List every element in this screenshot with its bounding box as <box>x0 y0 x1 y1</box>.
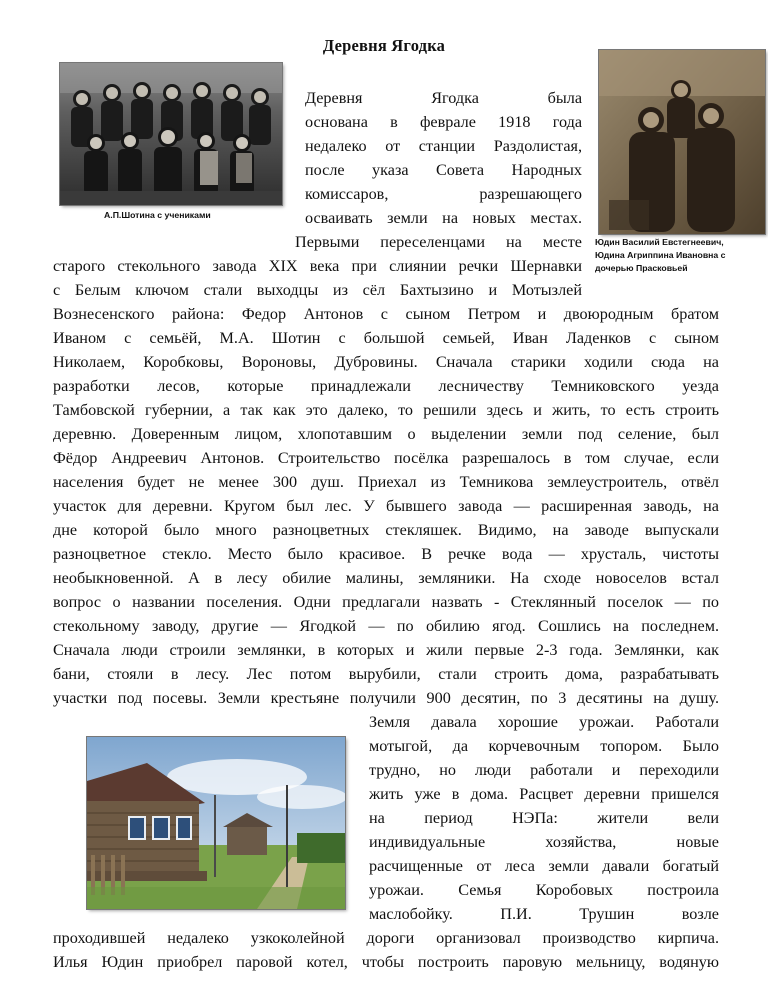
text-line: Николаем, Коробковы, Вороновы, Дубровины. Сначала старики ходили сюда на <box>53 353 719 371</box>
text-line: жить уже в дома. Расцвет деревни пришелся <box>369 785 719 803</box>
text-line: комиссаров, разрешающего <box>305 185 582 203</box>
text-line: деревню. Доверенным лицом, хлопотавшим о выделении земли под селение, был <box>53 425 719 443</box>
text-line: необыкновенной. А в лесу обилие малины, земляники. На сходе новоселов встал <box>53 569 719 587</box>
text-line: на период НЭПа: жители вели <box>369 809 719 827</box>
text-line: Вознесенского района: Федор Антонов с сыном Петром и двоюродным братом <box>53 305 719 323</box>
text-line: старого стекольного завода XIX века при слиянии речки Шернавки <box>53 257 582 275</box>
text-line: недалеко от станции Раздолистая, <box>305 137 582 155</box>
text-line: осваивать земли на новых местах. <box>305 209 582 227</box>
text-line: разноцветное стекло. Место было красивое. В речке вода — хрусталь, чистоты <box>53 545 719 563</box>
family-photo <box>599 50 765 234</box>
page-title: Деревня Ягодка <box>322 36 446 55</box>
text-line: основана в феврале 1918 года <box>305 113 582 131</box>
text-line: вопрос о названии поселения. Одни предлагали назвать - Стеклянный поселок — по <box>53 593 719 611</box>
village-house-photo <box>87 737 345 909</box>
text-line: участок для деревни. Кругом был лес. У бывшего завода — расширенная заводь, на <box>53 497 719 515</box>
text-line: расчищенные от леса земли давали богатый <box>369 857 719 875</box>
text-line: трудно, но люди работали и переходили <box>369 761 719 779</box>
text-line: Деревня Ягодка была <box>305 89 582 107</box>
text-line: проходившей недалеко узкоколейной дороги организовал производство кирпича. <box>53 929 719 947</box>
text-line: с Белым ключом стали выходцы из сёл Бахтызино и Мотызлей <box>53 281 582 299</box>
text-line: Земля давала хорошие урожаи. Работали <box>369 713 719 731</box>
text-line: населения будет не менее 300 душ. Приехал из Темникова землеустроитель, отвёл <box>53 473 719 491</box>
text-line: Иваном с семьёй, М.А. Шотин с большой семьей, Иван Ладенков с сыном <box>53 329 719 347</box>
text-line: участки под посевы. Земли крестьяне получили 900 десятин, по 3 десятины на душу. <box>53 689 719 707</box>
text-line: Илья Юдин приобрел паровой котел, чтобы построить паровую мельницу, водяную <box>53 953 719 971</box>
text-line: разработки лесов, которые принадлежали лесничеству Темниковского уезда <box>53 377 719 395</box>
text-line: дне которой было много разноцветных стекляшек. Видимо, на заводе выпускали <box>53 521 719 539</box>
teacher-photo-caption: А.П.Шотина с учениками <box>104 210 211 220</box>
text-line: индивидуальные хозяйства, новые <box>369 833 719 851</box>
text-line: Сначала люди строили землянки, в которых и жили первые 2-3 года. Землянки, как <box>53 641 719 659</box>
text-line: мотыгой, да корчевочным топором. Было <box>369 737 719 755</box>
text-line: после указа Совета Народных <box>305 161 582 179</box>
text-line: маслобойку. П.И. Трушин возле <box>369 905 719 923</box>
text-line: стекольному заводу, другие — Ягодкой — по обилию ягод. Сошлись на последнем. <box>53 617 719 635</box>
family-photo-caption-line-2: Юдина Агриппина Ивановна с <box>595 250 726 260</box>
family-photo-caption-line-1: Юдин Василий Евстегнеевич, <box>595 237 724 247</box>
text-line: бани, стояли в лесу. Лес потом вырубили, стали строить дома, разрабатывать <box>53 665 719 683</box>
text-line: Фёдор Андреевич Антонов. Строительство посёлка разрешалось в том случае, если <box>53 449 719 467</box>
family-photo-caption-line-3: дочерью Прасковьей <box>595 263 688 273</box>
text-line: Первыми переселенцами на месте <box>295 233 582 251</box>
teacher-students-photo <box>60 63 282 205</box>
text-line: Тамбовской губернии, а так как это далеко, то решили здесь и жить, то есть строить <box>53 401 719 419</box>
text-line: урожаи. Семья Коробовых построила <box>369 881 719 899</box>
